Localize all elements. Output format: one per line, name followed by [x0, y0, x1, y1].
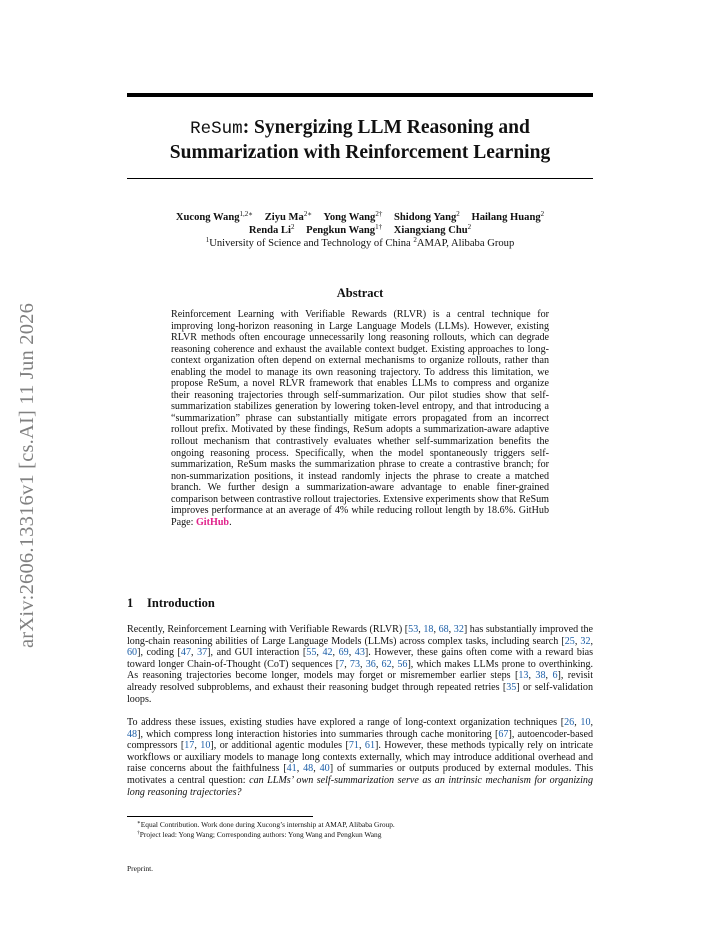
abstract-heading: Abstract: [336, 286, 384, 300]
citation-link[interactable]: 41: [286, 763, 297, 775]
paragraph-text: ,: [358, 740, 365, 752]
title-bottom-rule: [127, 178, 593, 179]
citation-link[interactable]: 60: [127, 647, 138, 659]
citation-link[interactable]: 25: [564, 635, 575, 647]
author-affiliation-mark: 1†: [375, 223, 383, 232]
author-block: [127, 211, 593, 251]
paragraph-text: ], coding [: [137, 647, 181, 659]
paragraph-text: ,: [448, 624, 454, 635]
paragraph-text: ,: [528, 670, 536, 682]
section-title: Introduction: [147, 596, 215, 610]
paragraph-text: ], or additional agentic modules [: [210, 740, 349, 752]
citation-link[interactable]: 47: [180, 647, 191, 659]
abstract-body: Reinforcement Learning with Verifiable Rewards (RLVR) is a central technique for improving long-horizon reasoning in Large Language Models (LLMs). However, existing RLVR methods often encourage unnecessarily long reasoning rollouts, which can degrade reasoning coherence and exhaust the available context budget. Existing approaches to long-context organization often depend on external mechanisms to organize rollouts, rather than enabling the model to manage its own reasoning trajectory. To address this limitation, we propose ReSum, a novel RLVR framework that enables LLMs to compress and organize their reasoning trajectories through self-summarization. Our pilot studies show that self-summarization stabilizes generation by lowering token-level entropy, and that introducing a “summarization” phrase can substantially mitigate errors propagated from an incorrect rollout prefix. Motivated by these findings, ReSum adopts a summarization-aware adaptive rollout mechanism that contrastively evaluates whether self-summarization benefits the ongoing reasoning process. Specifically, when the model spontaneously triggers self-summarization, ReSum masks the summarization phrase to create a contrastive branch; for non-summarization positions, it instead randomly injects the phrase to create a matched branch. We further design a summarization-aware advantage to enable finer-grained comparison between contrastive rollout trajectories. Extensive experiments show that ReSum improves performance at an average of 4% while reducing rollout length by 18.6%. GitHub Page: GitHub.: [171, 309, 549, 528]
citation-link[interactable]: 35: [506, 681, 517, 693]
title-top-rule: [127, 93, 593, 97]
citation-link[interactable]: 10: [200, 740, 211, 752]
citation-link[interactable]: 17: [184, 740, 195, 752]
title-line2: Summarization with Reinforcement Learning: [169, 142, 551, 163]
citation-link[interactable]: 61: [364, 740, 375, 752]
author-affiliation-mark: 2: [540, 210, 545, 218]
author-name: Ziyu Ma: [264, 212, 304, 223]
paragraph-text: ,: [313, 763, 320, 775]
author-affiliation-mark: 1,2∗: [239, 210, 254, 218]
intro-paragraph-2: [127, 717, 593, 798]
citation-link[interactable]: 68: [438, 624, 449, 635]
author-name: Xucong Wang: [175, 212, 240, 223]
author-name: Shidong Yang: [393, 212, 457, 223]
paragraph-text: ,: [433, 624, 439, 635]
paragraph-text: ,: [545, 670, 553, 682]
citation-link[interactable]: 48: [303, 763, 314, 775]
citation-link[interactable]: 10: [580, 717, 591, 728]
citation-link[interactable]: 43: [354, 647, 365, 659]
citation-link[interactable]: 55: [306, 647, 317, 659]
paragraph-text: ,: [191, 647, 198, 659]
preprint-label: Preprint.: [127, 864, 154, 873]
paragraph-text: ], which makes LLMs prone to overthinking. As reasoning trajectories become longer, models may forget or misremember earlier steps [: [127, 658, 594, 682]
citation-link[interactable]: 6: [552, 670, 558, 682]
author-line-1: [127, 211, 593, 224]
citation-link[interactable]: 26: [564, 717, 575, 728]
abstract-text: Reinforcement Learning with Verifiable Rewards (RLVR) is a central technique for improving long-horizon reasoning in Large Language Models (LLMs). However, existing RLVR methods often encourage unnecessarily long reasoning rollouts, which can degrade reasoning coherence and exhaust the available context budget. Existing approaches to long-context organization often depend on external mechanisms to organize rollouts, rather than enabling the model to manage its own reasoning trajectory. To address this limitation, we propose ReSum, a novel RLVR framework that enables LLMs to compress and organize their reasoning trajectories through self-summarization. Our pilot studies show that self-summarization stabilizes generation by lowering token-level entropy, and that introducing a “summarization” phrase can substantially mitigate errors propagated from an incorrect rollout prefix. Motivated by these findings, ReSum adopts a summarization-aware adaptive rollout mechanism that contrastively evaluates whether self-summarization benefits the ongoing reasoning process. Specifically, when the model spontaneously triggers self-summarization, ReSum masks the summarization phrase to create a contrastive branch; for non-summarization positions, it instead randomly injects the phrase to create a matched branch. We further design a summarization-aware advantage to enable finer-grained comparison between contrastive rollout trajectories. Extensive experiments show that ReSum improves performance at an average of 4% while reducing rollout length by 18.6%. GitHub Page:: [171, 309, 549, 528]
paragraph-text: ,: [194, 740, 201, 752]
paper-title: [127, 116, 593, 164]
paragraph-text: ] has substantially improved the long-chain reasoning abilities of Large Language Models (LLMs) across complex tasks, including search [: [127, 624, 594, 647]
citation-link[interactable]: 53: [408, 624, 419, 635]
paragraph-text: ] or self-validation loops.: [127, 681, 593, 705]
paragraph-text: ,: [418, 624, 424, 635]
paragraph-text: ]. However, these gains often come with a reward bias toward longer Chain-of-Thought (CoT) sequences [: [127, 647, 594, 670]
paragraph-text: ,: [590, 635, 594, 647]
citation-link[interactable]: 56: [397, 658, 408, 670]
citation-link[interactable]: 69: [338, 647, 349, 659]
footnotes: [137, 820, 593, 840]
affiliations-line: $^1$University of Science and Technology of China $^2$AMAP, Alibaba Group: [205, 236, 515, 250]
paragraph-text: ,: [344, 658, 350, 670]
author-line-2: [127, 224, 593, 237]
footnote-project-lead: †Project lead: Yong Wang; Corresponding authors: Yong Wang and Pengkun Wang: [137, 830, 382, 839]
title-line1: : Synergizing LLM Reasoning and: [242, 117, 530, 138]
citation-link[interactable]: 62: [381, 658, 392, 670]
section-heading-introduction: [127, 596, 593, 611]
citation-link[interactable]: 13: [518, 670, 529, 682]
citation-link[interactable]: 32: [580, 635, 591, 647]
author-name: Xiangxiang Chu: [393, 225, 468, 237]
author-name: Pengkun Wang: [306, 225, 376, 237]
paragraph-text: ,: [574, 635, 581, 647]
citation-link[interactable]: 67: [498, 728, 509, 740]
arxiv-identifier-stamp[interactable]: arXiv:2606.13316v1 [cs.AI] 11 Jun 2026: [16, 302, 38, 648]
citation-link[interactable]: 37: [197, 647, 208, 659]
paragraph-text: ,: [348, 647, 355, 659]
author-name: Yong Wang: [323, 212, 376, 223]
section-number: 1: [127, 596, 134, 610]
footnote-equal-contribution: ∗Equal Contribution. Work done during Xucong’s internship at AMAP, Alibaba Group.: [137, 820, 395, 829]
paragraph-text: ] of summaries or outputs produced by external modules. This motivates a central question:: [127, 763, 594, 786]
citation-link[interactable]: 7: [339, 658, 345, 670]
author-affiliation-mark: 2: [290, 223, 295, 232]
author-affiliation-mark: 2∗: [303, 210, 313, 218]
citation-link[interactable]: 18: [423, 624, 434, 635]
citation-link[interactable]: 73: [349, 658, 360, 670]
citation-link[interactable]: 32: [453, 624, 464, 635]
paragraph-text: ,: [360, 658, 366, 670]
author-name: Renda Li: [248, 225, 291, 237]
citation-link[interactable]: 40: [319, 763, 330, 775]
paragraph-text: ], autoencoder-based compressors [: [127, 728, 594, 752]
paragraph-text: ]. However, these methods typically rely on intricate workflows or auxiliary models to manage long contexts externally, which may introduce additional overhead and raise concerns about the faithfulness [: [127, 740, 594, 775]
paragraph-text: ,: [296, 763, 304, 775]
paragraph-text: ,: [375, 658, 382, 670]
italic-question: can LLMs’ own self-summarization serve as an intrinsic mechanism for organizing long reasoning trajectories?: [127, 774, 593, 798]
citation-link[interactable]: 36: [365, 658, 376, 670]
paragraph-text: To address these issues, existing studies have explored a range of long-context organization techniques [: [127, 717, 565, 728]
paragraph-text: ,: [391, 658, 398, 670]
citation-link[interactable]: 42: [322, 647, 333, 659]
footnote-rule: [127, 816, 313, 817]
intro-paragraph-1: [127, 624, 593, 705]
paragraph-text: ], which compress long interaction histories into summaries through cache monitoring [: [137, 728, 499, 740]
affiliation-1: University of Science and Technology of China: [209, 238, 411, 250]
citation-link[interactable]: 38: [535, 670, 546, 682]
title-method-name: ReSum: [190, 119, 243, 139]
author-affiliation-mark: 2†: [375, 210, 383, 218]
citation-link[interactable]: 48: [127, 728, 138, 740]
paragraph-text: ,: [590, 717, 594, 728]
paragraph-text: ,: [574, 717, 581, 728]
paragraph-text: ], revisit already resolved subproblems, and exhaust their reasoning budget through repeated retries [: [127, 670, 594, 693]
author-affiliation-mark: 2: [467, 223, 472, 232]
author-name: Hailang Huang: [471, 212, 541, 223]
affiliation-2: AMAP, Alibaba Group: [416, 238, 515, 250]
citation-link[interactable]: 71: [348, 740, 359, 752]
paragraph-text: ,: [332, 647, 339, 659]
paragraph-text: ], and GUI interaction [: [207, 647, 307, 659]
author-affiliation-mark: 2: [456, 210, 460, 218]
github-link[interactable]: GitHub: [195, 516, 230, 528]
paragraph-text: ,: [316, 647, 323, 659]
paragraph-text: Recently, Reinforcement Learning with Verifiable Rewards (RLVR) [: [127, 624, 409, 635]
